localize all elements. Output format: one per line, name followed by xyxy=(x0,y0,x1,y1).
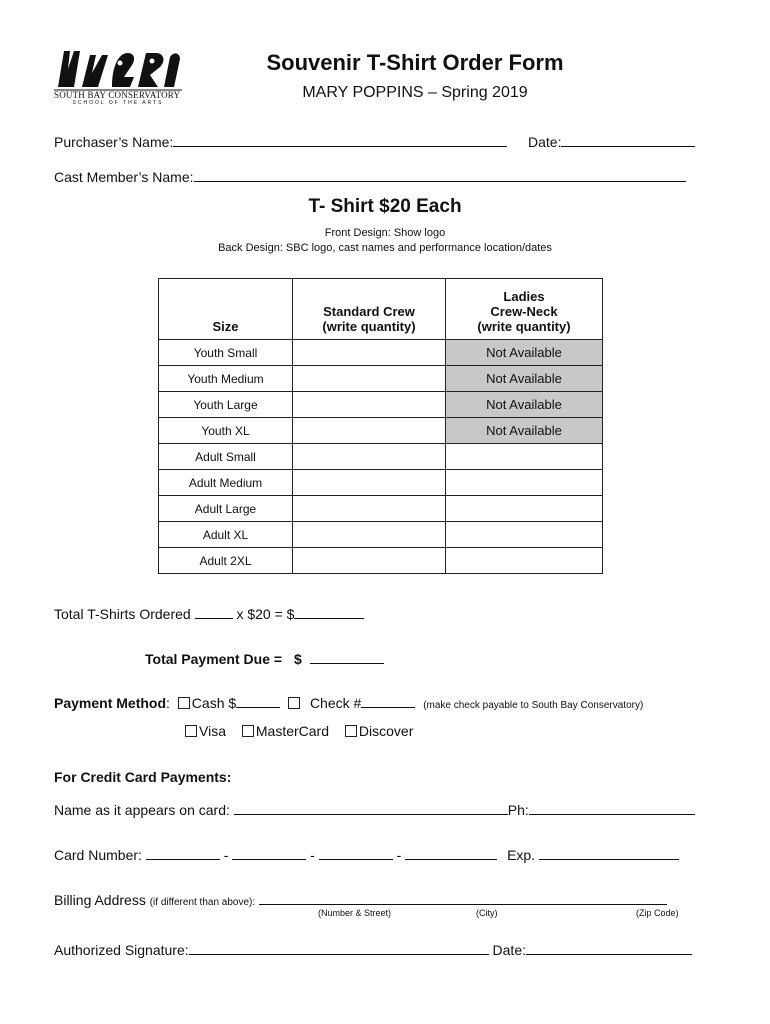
cash-amount-field[interactable] xyxy=(236,693,280,708)
ladies-qty-cell[interactable] xyxy=(446,496,603,522)
payment-due-field[interactable] xyxy=(310,649,384,664)
card-number-part4-field[interactable] xyxy=(405,845,497,860)
table-row xyxy=(159,418,603,444)
size-header: Size xyxy=(159,279,293,340)
logo-line1: SOUTH BAY CONSERVATORY xyxy=(54,90,181,100)
standard-qty-cell[interactable] xyxy=(293,522,446,548)
table-row xyxy=(159,548,603,574)
purchaser-label: Purchaser’s Name: xyxy=(54,134,174,150)
table-row xyxy=(159,340,603,366)
ladies-qty-cell: Not Available xyxy=(446,340,603,366)
signature-row xyxy=(54,940,692,958)
size-cell: Adult Small xyxy=(159,444,293,470)
payment-due-row xyxy=(145,649,384,667)
ladies-crew-header-line: (write quantity) xyxy=(477,319,571,334)
name-on-card-label: Name as it appears on card: xyxy=(54,802,230,818)
cast-member-label: Cast Member’s Name: xyxy=(54,169,194,185)
back-design-text: Back Design: SBC logo, cast names and performance location/dates xyxy=(218,242,552,254)
visa-checkbox[interactable] xyxy=(185,725,197,737)
standard-crew-header-line: (write quantity) xyxy=(322,319,416,334)
card-number-part3-field[interactable] xyxy=(319,845,393,860)
standard-qty-cell[interactable] xyxy=(293,496,446,522)
size-cell: Adult XL xyxy=(159,522,293,548)
discover-checkbox[interactable] xyxy=(345,725,357,737)
purchaser-row xyxy=(54,132,507,150)
billing-address-row xyxy=(54,890,667,908)
payment-method-label: Payment Method xyxy=(54,695,167,711)
ladies-qty-cell[interactable] xyxy=(446,548,603,574)
signature-date-field[interactable] xyxy=(526,940,692,955)
check-note: (make check payable to South Bay Conservatory) xyxy=(423,700,644,711)
size-cell: Youth Large xyxy=(159,392,293,418)
phone-label: Ph: xyxy=(507,802,529,818)
cash-label: Cash $ xyxy=(191,695,237,711)
billing-address-label: Billing Address xyxy=(54,892,146,908)
ladies-qty-cell[interactable] xyxy=(446,444,603,470)
payment-method-colon: : xyxy=(166,695,170,711)
ladies-crew-header xyxy=(446,279,603,340)
ladies-qty-cell: Not Available xyxy=(446,418,603,444)
size-cell: Youth Medium xyxy=(159,366,293,392)
signature-field[interactable] xyxy=(189,940,489,955)
zip-caption: (Zip Code) xyxy=(636,908,679,918)
payment-due-label: Total Payment Due = xyxy=(145,651,283,667)
cast-member-row xyxy=(54,167,686,185)
standard-qty-cell[interactable] xyxy=(293,548,446,574)
page-subtitle: MARY POPPINS – Spring 2019 xyxy=(302,84,528,101)
standard-crew-header-line: Standard Crew xyxy=(323,304,415,319)
standard-qty-cell[interactable] xyxy=(293,366,446,392)
table-row xyxy=(159,522,603,548)
card-number-label: Card Number: xyxy=(54,847,142,863)
card-number-dash: - xyxy=(310,847,315,863)
signature-label: Authorized Signature: xyxy=(54,942,189,958)
ladies-crew-header-line: Crew-Neck xyxy=(490,304,558,319)
total-multiplier-label: x $20 = $ xyxy=(236,606,295,622)
check-label: Check # xyxy=(309,695,362,711)
mastercard-checkbox[interactable] xyxy=(242,725,254,737)
shirt-price-heading: T- Shirt $20 Each xyxy=(308,196,462,217)
table-header-row xyxy=(159,279,603,340)
table-row xyxy=(159,366,603,392)
billing-address-note: (if different than above): xyxy=(149,897,256,908)
card-number-part1-field[interactable] xyxy=(146,845,220,860)
signature-date-label: Date: xyxy=(492,942,526,958)
card-number-dash: - xyxy=(396,847,402,863)
card-number-part2-field[interactable] xyxy=(232,845,306,860)
purchaser-name-field[interactable] xyxy=(173,132,507,147)
name-on-card-field[interactable] xyxy=(234,800,508,815)
date-field[interactable] xyxy=(561,132,695,147)
page-title: Souvenir T-Shirt Order Form xyxy=(266,50,564,75)
total-ordered-row xyxy=(54,604,364,622)
ladies-crew-header-line: Ladies xyxy=(503,289,545,304)
cash-checkbox[interactable] xyxy=(178,697,190,709)
payment-method-row xyxy=(54,693,643,711)
logo-line2: SCHOOL OF THE ARTS xyxy=(72,100,164,106)
mastercard-label: MasterCard xyxy=(255,723,330,739)
front-design-text: Front Design: Show logo xyxy=(324,227,446,239)
conservatory-logo xyxy=(54,47,182,107)
standard-qty-cell[interactable] xyxy=(293,340,446,366)
size-cell: Adult 2XL xyxy=(159,548,293,574)
city-caption: (City) xyxy=(476,908,498,918)
credit-card-heading: For Credit Card Payments: xyxy=(54,769,232,785)
size-cell: Adult Medium xyxy=(159,470,293,496)
total-quantity-field[interactable] xyxy=(195,604,233,619)
payment-due-dollar: $ xyxy=(293,651,302,667)
ladies-qty-cell: Not Available xyxy=(446,366,603,392)
discover-label: Discover xyxy=(358,723,414,739)
standard-qty-cell[interactable] xyxy=(293,470,446,496)
number-street-caption: (Number & Street) xyxy=(318,908,392,918)
expiration-field[interactable] xyxy=(539,845,679,860)
size-cell: Adult Large xyxy=(159,496,293,522)
table-row xyxy=(159,444,603,470)
ladies-qty-cell[interactable] xyxy=(446,522,603,548)
table-row xyxy=(159,392,603,418)
ladies-qty-cell[interactable] xyxy=(446,470,603,496)
standard-qty-cell[interactable] xyxy=(293,418,446,444)
card-number-row xyxy=(54,845,679,863)
expiration-label: Exp. xyxy=(507,847,536,863)
standard-qty-cell[interactable] xyxy=(293,444,446,470)
check-number-field[interactable] xyxy=(361,693,415,708)
card-type-row xyxy=(185,723,413,739)
table-row xyxy=(159,496,603,522)
billing-address-field[interactable] xyxy=(259,890,667,905)
check-checkbox[interactable] xyxy=(288,697,300,709)
phone-field[interactable] xyxy=(529,800,695,815)
ladies-qty-cell: Not Available xyxy=(446,392,603,418)
date-row xyxy=(528,132,695,150)
table-row xyxy=(159,470,603,496)
standard-crew-header xyxy=(293,279,446,340)
size-cell: Youth Small xyxy=(159,340,293,366)
visa-label: Visa xyxy=(199,723,226,739)
order-table xyxy=(158,278,603,574)
card-number-dash: - xyxy=(223,847,229,863)
name-on-card-row xyxy=(54,800,695,818)
total-amount-field[interactable] xyxy=(294,604,364,619)
standard-qty-cell[interactable] xyxy=(293,392,446,418)
cast-member-field[interactable] xyxy=(194,167,686,182)
total-ordered-label: Total T-Shirts Ordered xyxy=(54,606,191,622)
date-label: Date: xyxy=(528,134,562,150)
size-cell: Youth XL xyxy=(159,418,293,444)
